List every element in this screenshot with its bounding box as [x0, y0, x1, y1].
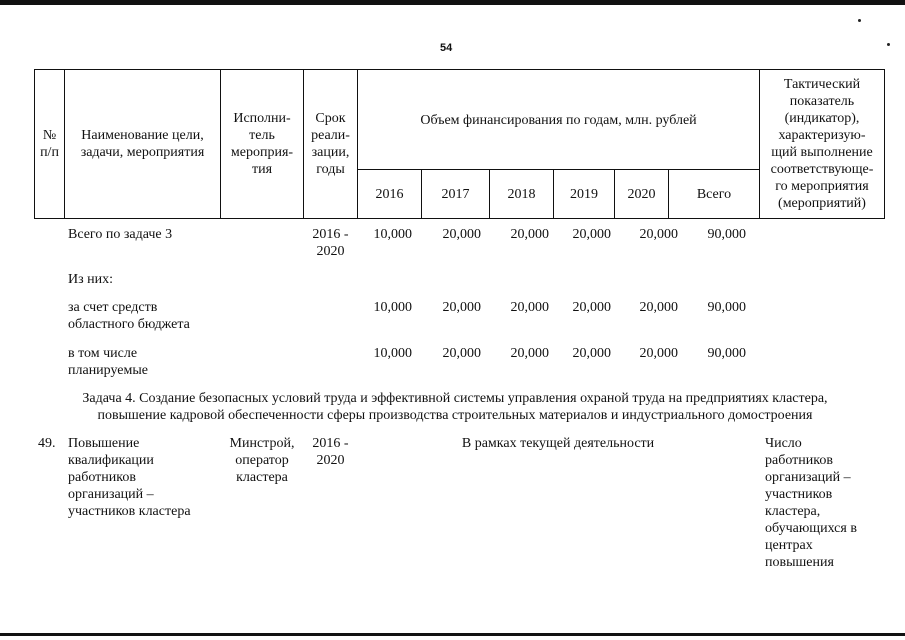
row-label: в том числе планируемые: [68, 346, 149, 378]
value-2016: 10,000: [373, 346, 412, 361]
row-label: Из них:: [68, 272, 114, 287]
year-2020: 2020: [627, 187, 656, 202]
year-2017: 2017: [441, 187, 470, 202]
item-indicator: Число работников организаций – участников кластера, обучающихся в центрах повышения: [765, 436, 857, 570]
bottom-scan-border: [0, 633, 905, 636]
top-scan-border: [0, 0, 905, 5]
item-name: Повышение квалификации работников организаций – участников кластера: [68, 436, 191, 519]
value-2017: 20,000: [442, 227, 481, 242]
value-2020: 20,000: [639, 300, 678, 315]
value-2017: 20,000: [442, 300, 481, 315]
value-2016: 10,000: [373, 227, 412, 242]
value-2018: 20,000: [510, 227, 549, 242]
value-2019: 20,000: [572, 346, 611, 361]
scan-speck: [858, 19, 861, 22]
header-funding: Объем финансирования по годам, млн. рублей: [420, 113, 697, 128]
value-2020: 20,000: [639, 227, 678, 242]
header-name: Наименование цели, задачи, мероприятия: [80, 128, 205, 160]
header-num: № п/п: [40, 128, 59, 160]
item-number: 49.: [38, 436, 56, 451]
task-heading-line-1: Задача 4. Создание безопасных условий труда и эффективной системы управления охраной труда на предприятиях кластера,: [82, 391, 828, 406]
row-label: Всего по задаче 3: [68, 227, 173, 242]
value-total: 90,000: [707, 227, 746, 242]
row-term: 2016 - 2020: [312, 227, 349, 259]
value-2020: 20,000: [639, 346, 678, 361]
value-2018: 20,000: [510, 300, 549, 315]
value-2019: 20,000: [572, 300, 611, 315]
value-total: 90,000: [707, 300, 746, 315]
year-2018: 2018: [507, 187, 536, 202]
value-2017: 20,000: [442, 346, 481, 361]
year-total: Всего: [696, 187, 732, 202]
task-heading-line-2: повышение кадровой обеспеченности сферы производства строительных материалов и индустриального домостроения: [97, 408, 813, 423]
item-term: 2016 - 2020: [312, 436, 349, 468]
scan-speck: [887, 43, 890, 46]
value-2018: 20,000: [510, 346, 549, 361]
row-label: за счет средств областного бюджета: [68, 300, 190, 332]
value-2019: 20,000: [572, 227, 611, 242]
value-2016: 10,000: [373, 300, 412, 315]
header-executor: Исполни- тель мероприя- тия: [230, 111, 294, 177]
year-2019: 2019: [570, 187, 598, 202]
item-funding: В рамках текущей деятельности: [461, 436, 655, 451]
page-number: 54: [440, 42, 453, 54]
value-total: 90,000: [707, 346, 746, 361]
item-executor: Минстрой, оператор кластера: [229, 436, 295, 485]
year-2016: 2016: [375, 187, 404, 202]
header-indicator: Тактический показатель (индикатор), характеризую- щий выполнение соответствующе- го мероприятия (мероприятий): [770, 77, 874, 211]
header-term: Срок реали- зации, годы: [311, 111, 350, 177]
